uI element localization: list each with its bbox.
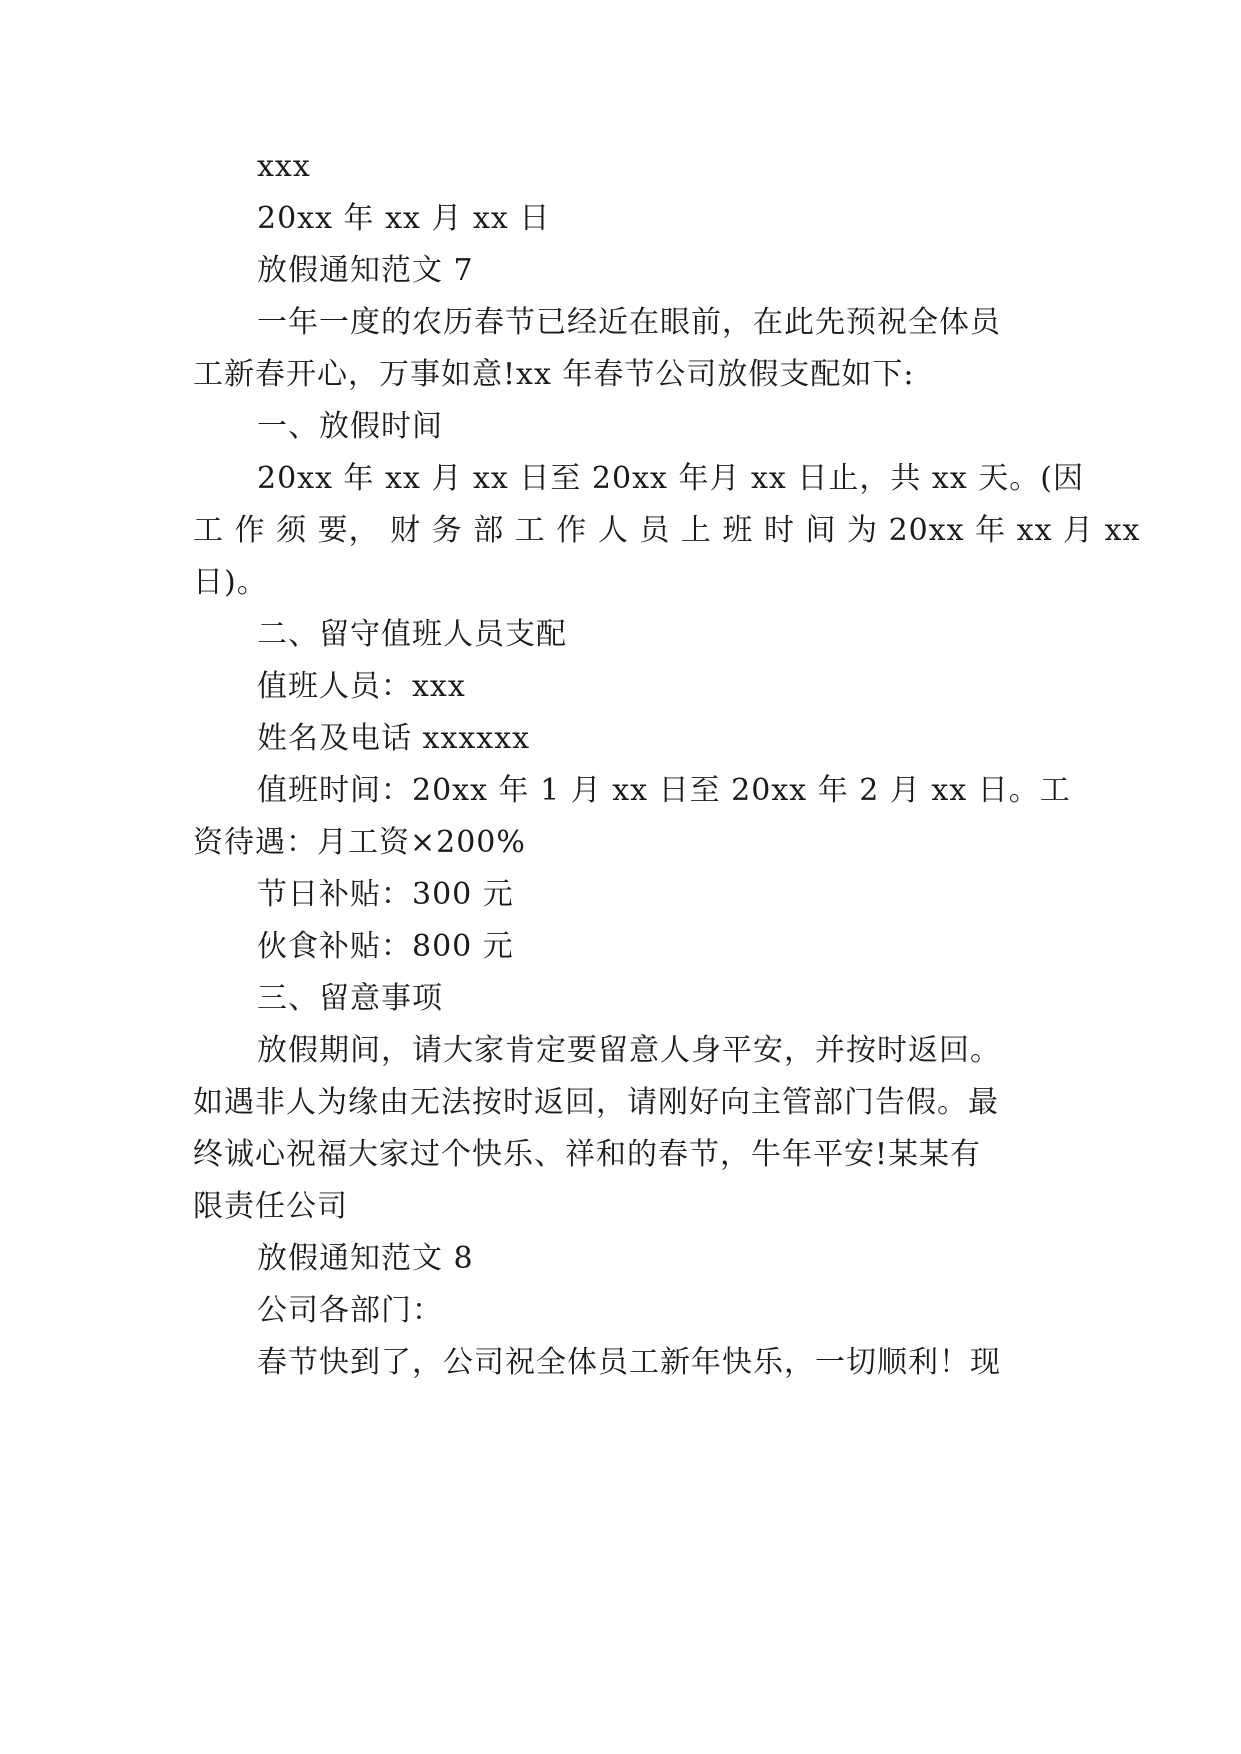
paragraph-line: 20xx 年 xx 月 xx 日至 20xx 年月 xx 日止，共 xx 天。(因 xyxy=(257,461,1084,496)
signature-placeholder: xxx xyxy=(257,149,311,184)
paragraph-line: 工新春开心，万事如意!xx 年春节公司放假支配如下: xyxy=(193,357,915,392)
paragraph-line: 一年一度的农历春节已经近在眼前，在此先预祝全体员 xyxy=(257,305,1001,340)
section-title: 放假通知范文 8 xyxy=(257,1241,474,1276)
paragraph-line: 姓名及电话 xxxxxx xyxy=(257,721,531,756)
paragraph-line: 节日补贴：300 元 xyxy=(257,877,514,912)
paragraph-line: 资待遇：月工资×200% xyxy=(193,825,526,860)
paragraph-line: 日)。 xyxy=(193,565,268,600)
paragraph-line: 限责任公司 xyxy=(193,1189,348,1224)
paragraph-line: 工 作 须 要， 财 务 部 工 作 人 员 上 班 时 间 为 20xx 年 xx 月 xx xyxy=(193,513,1141,548)
date-line: 20xx 年 xx 月 xx 日 xyxy=(257,201,551,236)
paragraph-line: 值班时间：20xx 年 1 月 xx 日至 20xx 年 2 月 xx 日。工 xyxy=(257,773,1071,808)
salutation: 公司各部门： xyxy=(257,1293,443,1328)
subheading: 二、留守值班人员支配 xyxy=(257,617,567,652)
paragraph-line: 伙食补贴：800 元 xyxy=(257,929,514,964)
paragraph-line: 春节快到了，公司祝全体员工新年快乐，一切顺利！现 xyxy=(257,1345,1001,1380)
subheading: 三、留意事项 xyxy=(257,981,443,1016)
subheading: 一、放假时间 xyxy=(257,409,443,444)
paragraph-line: 如遇非人为缘由无法按时返回，请刚好向主管部门告假。最 xyxy=(193,1085,999,1120)
paragraph-line: 终诚心祝福大家过个快乐、祥和的春节，牛年平安!某某有 xyxy=(193,1137,982,1172)
paragraph-line: 值班人员：xxx xyxy=(257,669,466,704)
section-title: 放假通知范文 7 xyxy=(257,253,474,288)
paragraph-line: 放假期间，请大家肯定要留意人身平安，并按时返回。 xyxy=(257,1033,1001,1068)
